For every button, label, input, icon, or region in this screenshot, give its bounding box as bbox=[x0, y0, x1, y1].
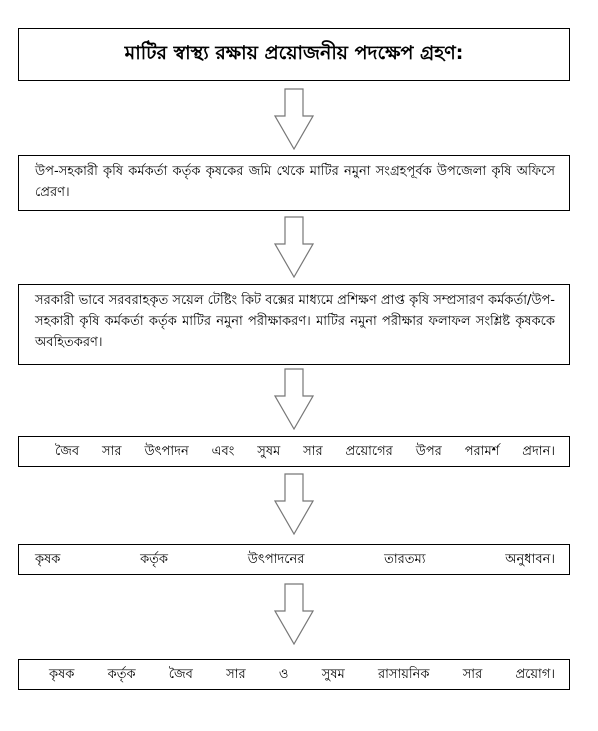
step-text-2: সরকারী ভাবে সরবরাহকৃত সয়েল টেষ্টিং কিট বক্সের মাধ্যমে প্রশিক্ষণ প্রাপ্ত কৃষি সম্প্রসারণ কর্মকর্তা/উপ-সহকারী কৃষি কর্মকর্তা কর্তৃক মাটির নমুনা পরীক্ষাকরণ। মাটির নমুনা পরীক্ষার ফলাফল সংশ্লিষ্ট কৃষককে অবহিতকরণ। bbox=[35, 293, 555, 350]
step-box-1 bbox=[18, 155, 570, 211]
step-box-3 bbox=[18, 436, 570, 467]
step-text-4: কৃষক কর্তৃক উৎপাদনের তারতম্য অনুধাবন। bbox=[35, 552, 555, 567]
down-arrow-icon bbox=[274, 583, 314, 645]
step-text-1: উপ-সহকারী কৃষি কর্মকর্তা কর্তৃক কৃষকের জমি থেকে মাটির নমুনা সংগ্রহপূর্বক উপজেলা কৃষি অফিসে প্রেরণ। bbox=[35, 164, 555, 200]
diagram-title: মাটির স্বাস্থ্য রক্ষায় প্রয়োজনীয় পদক্ষেপ গ্রহণ: bbox=[124, 41, 464, 64]
step-box-4 bbox=[18, 544, 570, 575]
down-arrow-icon bbox=[274, 368, 314, 430]
step-box-2 bbox=[18, 284, 570, 365]
step-box-5 bbox=[18, 659, 570, 690]
down-arrow-icon bbox=[274, 473, 314, 535]
step-text-5: কৃষক কর্তৃক জৈব সার ও সুষম রাসায়নিক সার প্রয়োগ। bbox=[49, 667, 555, 682]
down-arrow-icon bbox=[274, 216, 314, 278]
title-box bbox=[18, 28, 570, 81]
step-text-3: জৈব সার উৎপাদন এবং সুষম সার প্রয়োগের উপর পরামর্শ প্রদান। bbox=[55, 444, 555, 459]
down-arrow-icon bbox=[274, 88, 314, 150]
